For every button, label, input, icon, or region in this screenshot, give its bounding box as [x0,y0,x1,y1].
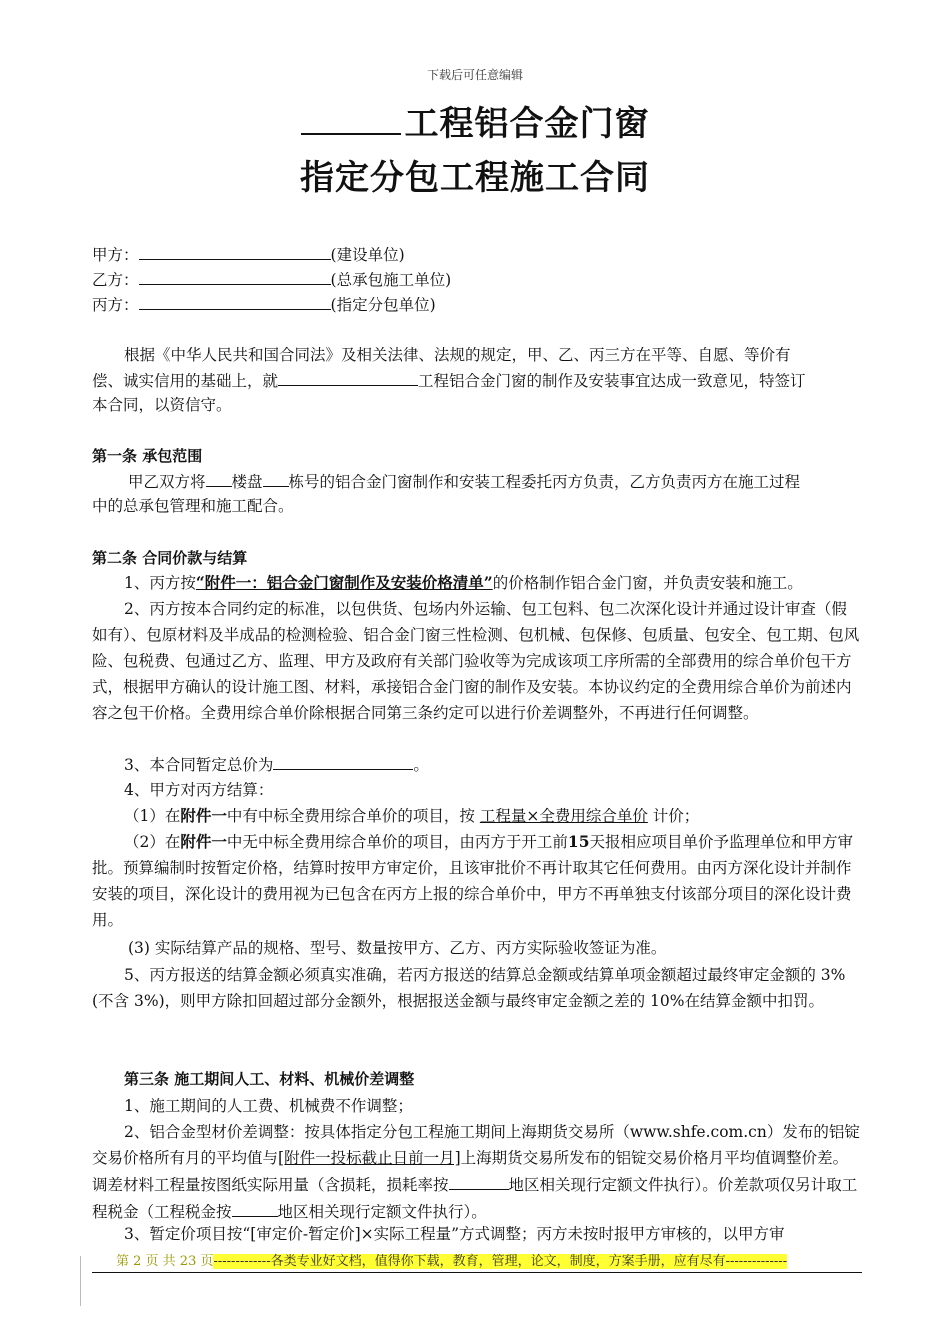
bid-deadline-reference: [附件一投标截止日前一月] [278,1149,461,1167]
contract-title-line2: 指定分包工程施工合同 [300,158,650,198]
article-3-heading: 第三条 施工期间人工、材料、机械价差调整 [124,1070,415,1088]
article-1-line-1: 甲乙双方将 楼盘 栋号的铝合金门窗制作和安装工程委托丙方负责，乙方负责丙方在施工过程 [128,468,898,495]
party-b-blank [139,266,331,285]
intro-line-1: 根据《中华人民共和国合同法》及相关法律、法规的规定，甲、乙、丙三方在平等、自愿、等价有 [124,346,791,364]
article-2-item-1: 1、丙方按“附件一：铝合金门窗制作及安装价格清单”的价格制作铝合金门窗，并负责安装和施工。 [124,573,803,592]
intro-line-3: 本合同，以资信守。 [92,396,232,414]
intro-line-2: 偿、诚实信用的基础上，就 工程铝合金门窗的制作及安装事宜达成一致意见，特签订 [92,367,862,394]
settlement-clause-2: （2）在附件一中无中标全费用综合单价的项目，由丙方于开工前15天报相应项目单价予监理单位和甲方审批。预算编制时按暂定价格，结算时按甲方审定价，且该审批价不再计取其它任何费用。由丙方深化设计并制作安装的项目，深化设计的费用视为已包含在丙方上报的综合单价中，甲方不再单独支付该部分项目的深化设计费用。 [92,832,853,929]
article-1-heading: 第一条 承包范围 [92,447,203,465]
article-2-item-3: 3、本合同暂定总价为 。 [124,751,894,778]
party-c-line: 丙方： (指定分包单位) [92,291,862,318]
article-2-item-2: 2、丙方按本合同约定的标准，以包供货、包场内外运输、包工包料、包二次深化设计并通过设计审查（假如有）、包原材料及半成品的检测检验、铝合金门窗三性检测、包机械、包保修、包质量、包安全、包工期、包风险、包税费、包通过乙方、监理、甲方及政府有关部门验收等为完成该项工序所需的全部费用的综合单价包干方式，根据甲方确认的设计施工图、材料，承接铝合金门窗的制作及安装。本协议约定的全费用综合单价为前述内容之包干价格。全费用综合单价除根据合同第三条约定可以进行价差调整外，不再进行任何调整。 [92,600,860,722]
article-1-line-2: 中的总承包管理和施工配合。 [92,497,294,515]
footer-divider [92,1272,862,1273]
settlement-clause-3: (3) 实际结算产品的规格、型号、数量按甲方、乙方、丙方实际验收签证为准。 [128,939,667,957]
attachment-1-reference: “附件一：铝合金门窗制作及安装价格清单” [195,573,493,592]
article-3-item-1: 1、施工期间的人工费、机械费不作调整； [124,1097,413,1115]
page-header: 下载后可任意编辑 [426,68,523,82]
party-c-blank [139,291,331,310]
article-3-item-2: 2、铝合金型材价差调整：按具体指定分包工程施工期间上海期货交易所（www.shfe.com.cn）发布的铝锭交易价格所有月的平均值与[附件一投标截止日前一月]上海期货交易所发布的铝锭交易价格月平均值调整价差。调差材料工程量按图纸实际用量（含损耗，损耗率按 地区相关现行定额文件执行）。价差款项仅另计取工程税金（工程税金按 地区相关现行定额文件执行）。 [92,1123,860,1221]
title-blank [301,103,401,135]
article-2-item-4: 4、甲方对丙方结算： [124,781,274,799]
settlement-clause-1: （1）在附件一中有中标全费用综合单价的项目，按 工程量×全费用综合单价 计价； [124,806,700,825]
party-b-line: 乙方： (总承包施工单位) [92,266,862,293]
margin-mark [80,1256,81,1306]
party-a-line: 甲方： (建设单位) [92,241,862,268]
footer-banner: -------------各类专业好文档，值得你下载，教育，管理，论文，制度，方案手册，应有尽有-------------- [213,1254,788,1269]
intro-project-blank [278,367,418,386]
party-a-blank [139,241,331,260]
article-3-item-3: 3、暂定价项目按“[审定价-暂定价]×实际工程量”方式调整；丙方未按时报甲方审核的，以甲方审 [124,1225,785,1243]
page-number: 第 2 页 共 23 页 [116,1254,214,1269]
total-price-blank [273,751,413,770]
article-2-item-5: 5、丙方报送的结算金额必须真实准确，若丙方报送的结算总金额或结算单项金额超过最终审定金额的 3%(不含 3%)，则甲方除扣回超过部分金额外，根据报送金额与最终审定金额之差的 10%在结算金额中扣罚。 [92,966,846,1010]
contract-title-line1: 工程铝合金门窗 [0,96,950,145]
page-footer [116,1250,787,1269]
article-2-heading: 第二条 合同价款与结算 [92,549,248,567]
